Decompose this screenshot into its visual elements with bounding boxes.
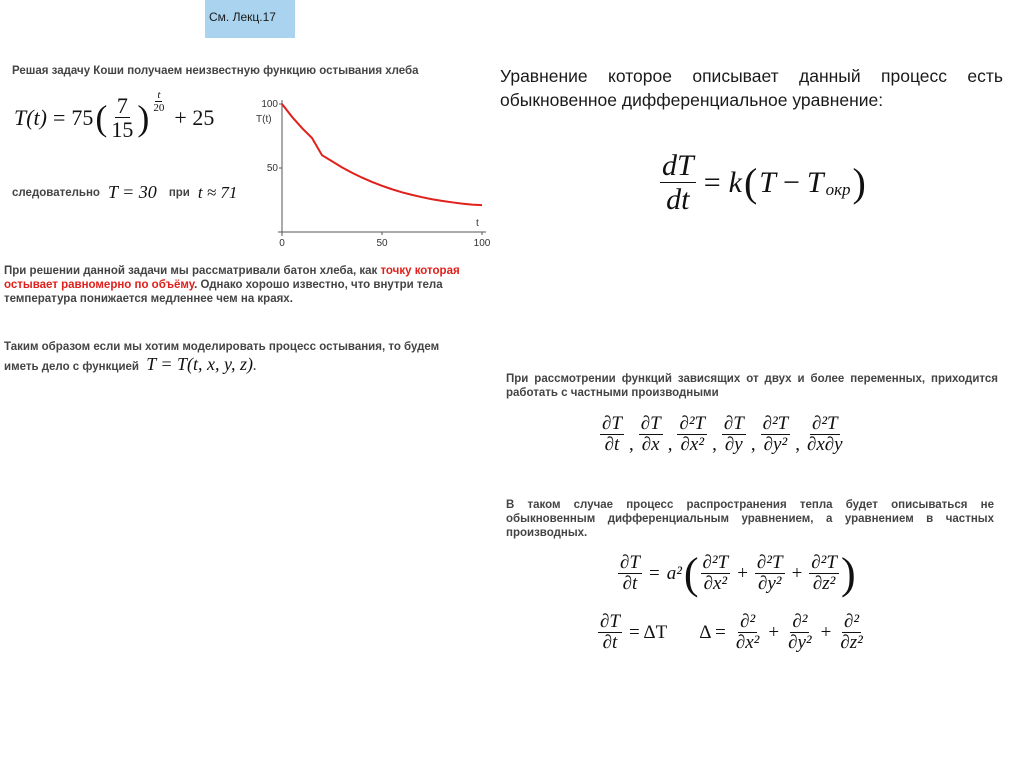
at-label: при — [168, 186, 190, 199]
x-tick-label-0: 0 — [279, 238, 285, 249]
laplace-term-2-num: ∂² — [844, 611, 860, 632]
partial-derivative-1 — [639, 414, 663, 456]
ode-equals: = — [703, 165, 721, 199]
partial-derivative-5 — [805, 414, 845, 456]
formula-exponent — [151, 90, 166, 115]
laplace-equation — [598, 612, 865, 654]
laplace-plus: + — [820, 621, 832, 643]
laplace-term-1-num: ∂² — [792, 611, 808, 632]
heat-term-2-num: ∂²T — [811, 551, 837, 573]
partial-derivative-4-den: ∂y² — [763, 433, 788, 455]
heat-term-0-num: ∂²T — [702, 551, 729, 573]
x-axis-label: t — [476, 218, 479, 229]
pde-intro: В таком случае процесс распространения тепла будет описываться не обыкновенным дифференциальным уравнением, а уравнением в частных производных. — [506, 499, 994, 539]
laplace-term-0 — [734, 612, 762, 654]
partial-derivative-2-den: ∂x² — [680, 433, 705, 455]
para1-text-a: При решении данной задачи мы рассматривали батон хлеба, как — [4, 265, 381, 277]
ode-description: Уравнение которое описывает данный процесс есть обыкновенное дифференциальное уравнение: — [500, 66, 1003, 110]
paren-open: ( — [95, 98, 108, 139]
partial-derivative-5-den: ∂x∂y — [806, 433, 843, 455]
heat-coef: a² — [666, 562, 682, 584]
para2-formula: T = T(t, x, y, z) — [146, 354, 254, 374]
ode-num: dT — [662, 149, 694, 182]
partial-derivative-1-num: ∂T — [640, 413, 661, 434]
partial-derivative-1-den: ∂x — [641, 433, 660, 455]
ode-T-env: T — [806, 165, 824, 199]
heat-term-1-num: ∂²T — [756, 551, 783, 573]
ode-subscript: окр — [825, 179, 851, 199]
heat-paren-open: ( — [683, 549, 699, 598]
y-tick-label-1: 50 — [266, 163, 278, 174]
partial-derivative-2-num: ∂²T — [679, 413, 706, 434]
heat-term-1-den: ∂y² — [757, 572, 782, 594]
ode-fraction — [660, 150, 696, 216]
laplace-term-0-num: ∂² — [740, 611, 756, 632]
exponent-num: t — [157, 88, 161, 101]
heat-term-2 — [809, 553, 839, 595]
spatial-model-paragraph — [4, 339, 474, 376]
formula-tail: + 25 — [174, 105, 215, 131]
partials-intro: При рассмотрении функций зависящих от двух и более переменных, приходится работать с частными производными — [506, 373, 998, 399]
consequence-value: T = 30 — [107, 182, 157, 202]
partial-derivative-4-num: ∂²T — [762, 413, 789, 434]
heat-equals: = — [648, 562, 660, 584]
heat-lhs — [618, 553, 642, 595]
partial-derivative-3-den: ∂y — [724, 433, 743, 455]
laplace-term-1-den: ∂y² — [788, 631, 812, 653]
fraction-den: 15 — [111, 117, 134, 143]
partial-derivative-4 — [761, 414, 791, 456]
heat-term-0-den: ∂x² — [703, 572, 728, 594]
heat-plus: + — [791, 562, 803, 584]
ode-T: T — [759, 165, 776, 199]
lecture-reference-text: См. Лекц.17 — [209, 10, 276, 24]
heat-paren-close: ) — [840, 549, 856, 598]
fraction-num: 7 — [116, 93, 128, 118]
laplace-plus: + — [768, 621, 780, 643]
heat-lhs-num: ∂T — [620, 551, 640, 573]
formula-lhs: T(t) — [14, 105, 47, 131]
para2-text: Таким образом если мы хотим моделировать процесс остывания, то будем иметь дело с функцией — [4, 341, 440, 373]
partial-derivative-0 — [600, 414, 624, 456]
y-axis-label: T(t) — [256, 114, 272, 125]
formula-fraction — [109, 94, 135, 142]
heat-term-2-den: ∂z² — [812, 572, 836, 594]
heat-term-1 — [755, 553, 785, 595]
ode-equation — [660, 150, 866, 216]
partial-derivative-0-num: ∂T — [602, 413, 622, 434]
partial-separator: , — [712, 433, 717, 455]
partial-derivative-3 — [722, 414, 746, 456]
partial-derivative-2 — [677, 414, 707, 456]
laplace-delta: Δ = — [699, 621, 726, 643]
partial-separator: , — [667, 433, 673, 455]
at-value: t ≈ 71 — [197, 182, 238, 202]
laplace-term-2 — [838, 612, 864, 654]
ode-paren-open: ( — [743, 160, 758, 206]
cauchy-intro: Решая задачу Коши получаем неизвестную функцию остывания хлеба — [12, 65, 419, 77]
formula-eq: = — [53, 105, 66, 131]
heat-equation — [618, 548, 856, 599]
laplace-lhs-num: ∂T — [600, 611, 620, 632]
partial-separator: , — [795, 433, 800, 455]
laplace-rhs: = ΔT — [628, 621, 668, 643]
para2-end: . — [253, 361, 257, 373]
partial-derivative-3-num: ∂T — [723, 413, 744, 434]
ode-paren-close: ) — [852, 160, 866, 206]
consequence-line — [12, 182, 237, 203]
partial-separator: , — [628, 433, 634, 455]
partial-derivative-5-num: ∂²T — [811, 413, 838, 434]
y-tick-label-0: 100 — [261, 99, 278, 110]
consequence-label: следовательно — [12, 186, 100, 199]
cooling-curve-chart — [240, 92, 500, 252]
x-tick-label-1: 50 — [376, 238, 388, 249]
heat-term-0 — [701, 553, 731, 595]
partial-derivatives-list — [600, 414, 845, 456]
heat-lhs-den: ∂t — [622, 572, 638, 594]
x-tick-label-2: 100 — [473, 238, 491, 249]
heat-plus: + — [737, 562, 748, 584]
paren-close: ) — [137, 98, 150, 139]
laplace-lhs-den: ∂t — [602, 631, 618, 653]
partial-derivative-0-den: ∂t — [604, 433, 620, 455]
series-line-0 — [282, 104, 482, 205]
lecture-reference-note — [205, 0, 295, 38]
para1-highlight: точку которая остывает равномерно по объёму — [4, 265, 460, 291]
ode-k: k — [728, 165, 742, 199]
exponent-den: 20 — [153, 102, 165, 115]
para1-text-b: . Однако хорошо известно, что внутри тела температура понижается медленнее чем на краях. — [4, 279, 443, 305]
formula-coef: 75 — [71, 105, 94, 131]
laplace-lhs — [598, 612, 622, 654]
laplace-term-2-den: ∂z² — [840, 631, 863, 653]
partial-separator: , — [750, 433, 756, 455]
laplace-term-1 — [786, 612, 814, 654]
ode-minus: − — [782, 165, 800, 199]
ode-den: dt — [666, 182, 690, 216]
laplace-term-0-den: ∂x² — [735, 631, 760, 653]
point-model-paragraph — [4, 264, 488, 306]
cooling-function-formula — [14, 88, 215, 143]
